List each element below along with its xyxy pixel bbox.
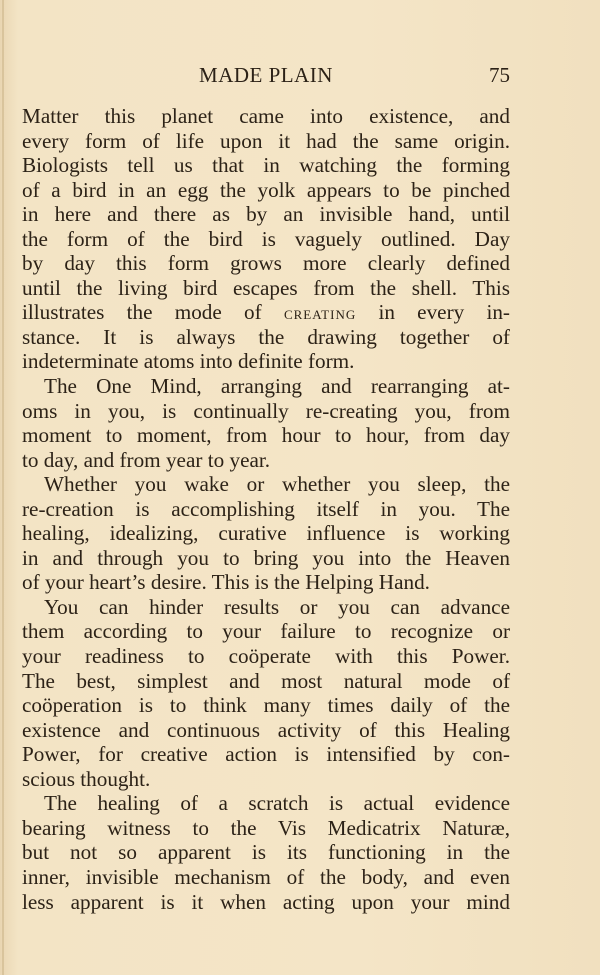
text-line: them according to your failure to recognize or [22,619,510,644]
text-line: less apparent is it when acting upon your mind [22,889,510,914]
small-caps-word: creating [283,303,357,325]
text-line: Biologists tell us that in watching the forming [22,153,510,178]
text-line: moment to moment, from hour to hour, from day [22,423,510,448]
running-head [22,63,510,91]
text-line: The best, simplest and most natural mode of [22,668,510,693]
text-segment: in every in- [356,300,510,325]
text-line: until the living bird escapes from the shell. This [22,275,510,300]
text-line: every form of life upon it had the same origin. [22,128,510,153]
text-line: of your heart’s desire. This is the Helping Hand. [22,570,430,595]
text-line: but not so apparent is its functioning in the [22,840,510,865]
text-line: You can hinder results or you can advance [44,594,510,619]
text-line: bearing witness to the Vis Medicatrix Naturæ, [22,815,510,840]
running-head-title: MADE PLAIN [199,63,333,87]
text-line: Power, for creative action is intensified by con- [22,742,510,767]
body-text [22,104,510,914]
text-line: in and through you to bring you into the Heaven [22,545,510,570]
text-line: coöperation is to think many times daily of the [22,693,510,718]
text-line: The healing of a scratch is actual evidence [44,791,510,816]
page-number: 75 [489,63,510,87]
text-line: by day this form grows more clearly defined [22,251,510,276]
text-line [22,300,510,325]
text-line: scious thought. [22,766,151,791]
text-line: Whether you wake or whether you sleep, the [44,472,510,497]
text-line: indeterminate atoms into definite form. [22,349,355,374]
text-line: the form of the bird is vaguely outlined. Day [22,226,510,251]
text-line: oms in you, is continually re-creating you, from [22,398,510,423]
text-line: re-creation is accomplishing itself in you. The [22,496,510,521]
text-line: to day, and from year to year. [22,447,271,472]
text-line: Matter this planet came into existence, and [22,104,510,128]
page-edge [2,0,4,975]
text-segment: illustrates the mode of [22,300,284,325]
text-line: inner, invisible mechanism of the body, and even [22,864,510,889]
text-line: stance. It is always the drawing together of [22,324,510,349]
text-line: healing, idealizing, curative influence is working [22,521,510,546]
text-line: existence and continuous activity of this Healing [22,717,510,742]
text-line: your readiness to coöperate with this Power. [22,644,510,669]
text-line: in here and there as by an invisible hand, until [22,202,510,227]
text-line: The One Mind, arranging and rearranging at- [44,374,510,399]
text-line: of a bird in an egg the yolk appears to be pinched [22,177,510,202]
